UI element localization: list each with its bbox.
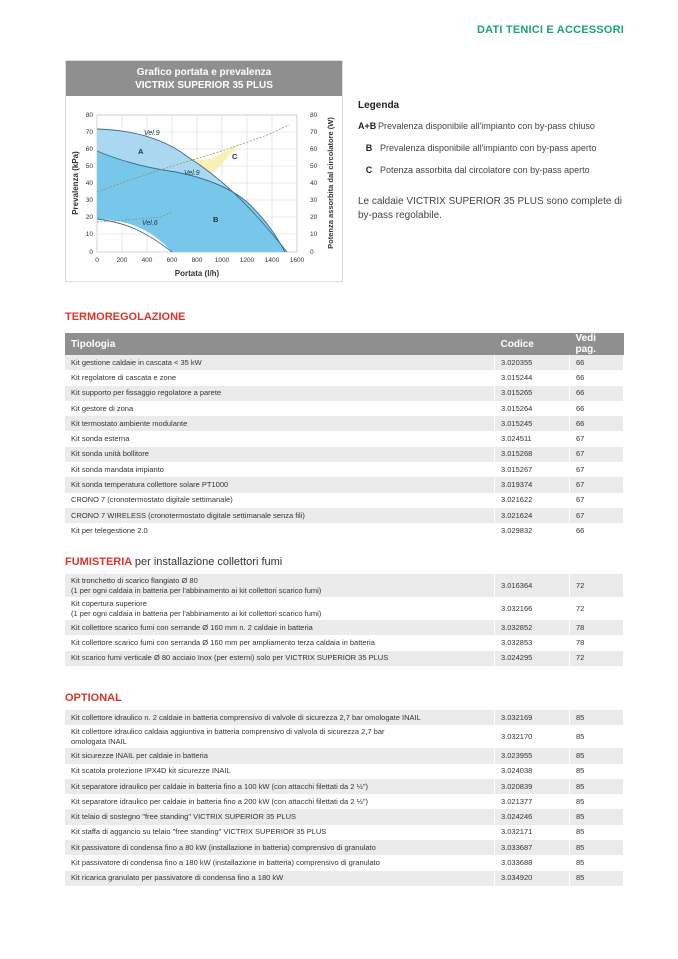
label-area-c: C bbox=[232, 152, 238, 161]
cell-tipologia: Kit sonda unità bollitore bbox=[65, 447, 495, 462]
svg-text:400: 400 bbox=[141, 257, 153, 264]
cell-codice: 3.032169 bbox=[495, 710, 570, 725]
svg-text:80: 80 bbox=[85, 112, 93, 119]
chart-title-line1: Grafico portata e prevalenza bbox=[136, 67, 272, 78]
legend-title: Legenda bbox=[358, 100, 400, 111]
svg-text:60: 60 bbox=[85, 146, 93, 153]
table-row bbox=[65, 416, 624, 431]
cell-tipologia: Kit collettore idraulico n. 2 caldaie in batteria comprensivo di valvole di sicurezza 2,7 bar omologate INAIL bbox=[65, 710, 495, 725]
legend-key: A+B bbox=[358, 121, 377, 131]
cell-tipologia: Kit telaio di sostegno "free standing" VICTRIX SUPERIOR 35 PLUS bbox=[65, 809, 495, 824]
cell-tipologia: Kit copertura superiore (1 per ogni caldaia in batteria per l'abbinamento ai kit collettori scarico fumi) bbox=[65, 597, 495, 620]
table-row bbox=[65, 401, 624, 416]
svg-text:800: 800 bbox=[191, 257, 203, 264]
cell-tipologia: Kit staffa di aggancio su telaio "free standing" VICTRIX SUPERIOR 35 PLUS bbox=[65, 825, 495, 840]
table-row bbox=[65, 748, 624, 763]
legend-item-b bbox=[358, 143, 638, 153]
page-section-header: DATI TENICI E ACCESSORI bbox=[477, 24, 624, 36]
table-row bbox=[65, 597, 624, 620]
legend-item-ab bbox=[358, 121, 638, 131]
svg-text:600: 600 bbox=[166, 257, 178, 264]
cell-tipologia: Kit sicurezze INAIL per caldaie in batteria bbox=[65, 748, 495, 763]
table-row bbox=[65, 651, 624, 666]
cell-tipologia: Kit gestore di zona bbox=[65, 401, 495, 416]
cell-tipologia: Kit sonda esterna bbox=[65, 431, 495, 446]
cell-codice: 3.015244 bbox=[495, 370, 570, 385]
cell-tipologia: Kit ricarica granulato per passivatore di condensa fino a 180 kW bbox=[65, 871, 495, 886]
table-row bbox=[65, 447, 624, 462]
cell-pagina: 67 bbox=[570, 462, 624, 477]
label-area-b: B bbox=[213, 215, 219, 224]
cell-codice: 3.015264 bbox=[495, 401, 570, 416]
termoregolazione-table bbox=[65, 333, 624, 539]
cell-codice: 3.024511 bbox=[495, 431, 570, 446]
cell-tipologia: Kit termostato ambiente modulante bbox=[65, 416, 495, 431]
svg-text:0: 0 bbox=[95, 257, 99, 264]
cell-codice: 3.020839 bbox=[495, 779, 570, 794]
cell-pagina: 66 bbox=[570, 355, 624, 370]
y-axis-right-label: Potenza assorbita dal circolatore (W) bbox=[326, 117, 335, 249]
label-vel9-mid: Vel.9 bbox=[184, 170, 200, 177]
table-row bbox=[65, 462, 624, 477]
cell-codice: 3.020355 bbox=[495, 355, 570, 370]
label-vel9-top: Vel.9 bbox=[144, 130, 160, 137]
cell-codice: 3.032853 bbox=[495, 635, 570, 650]
section-title-termoregolazione: TERMOREGOLAZIONE bbox=[65, 311, 186, 323]
cell-tipologia: Kit scarico fumi verticale Ø 80 acciaio Inox (per esterni) solo per VICTRIX SUPERIOR 35 PLUS bbox=[65, 651, 495, 666]
cell-pagina: 67 bbox=[570, 447, 624, 462]
cell-codice: 3.021624 bbox=[495, 508, 570, 523]
table-row bbox=[65, 840, 624, 855]
table-row bbox=[65, 386, 624, 401]
svg-text:80: 80 bbox=[310, 112, 318, 119]
table-row bbox=[65, 779, 624, 794]
cell-pagina: 78 bbox=[570, 635, 624, 650]
svg-text:30: 30 bbox=[310, 197, 318, 204]
cell-pagina: 66 bbox=[570, 401, 624, 416]
cell-tipologia: CRONO 7 WIRELESS (cronotermostato digitale settimanale senza fili) bbox=[65, 508, 495, 523]
cell-pagina: 85 bbox=[570, 764, 624, 779]
legend-text: Prevalenza disponibile all'impianto con by-pass chiuso bbox=[378, 121, 595, 131]
chart-title bbox=[66, 61, 342, 96]
cell-pagina: 66 bbox=[570, 370, 624, 385]
cell-tipologia: CRONO 7 (cronotermostato digitale settimanale) bbox=[65, 493, 495, 508]
table-row bbox=[65, 431, 624, 446]
legend-text: Potenza assorbita dal circolatore con by-pass aperto bbox=[380, 165, 590, 175]
cell-tipologia: Kit tronchetto di scarico flangiato Ø 80 (1 per ogni caldaia in batteria per l'abbinamento ai kit collettori scarico fumi) bbox=[65, 574, 495, 597]
table-row bbox=[65, 809, 624, 824]
legend-item-c bbox=[358, 165, 638, 175]
cell-codice: 3.021377 bbox=[495, 794, 570, 809]
svg-text:40: 40 bbox=[85, 180, 93, 187]
cell-codice: 3.029832 bbox=[495, 523, 570, 538]
cell-codice: 3.024246 bbox=[495, 809, 570, 824]
table-row bbox=[65, 635, 624, 650]
cell-codice: 3.032166 bbox=[495, 597, 570, 620]
table-row bbox=[65, 794, 624, 809]
cell-pagina: 67 bbox=[570, 477, 624, 492]
svg-text:20: 20 bbox=[310, 214, 318, 221]
table-row bbox=[65, 370, 624, 385]
table-row bbox=[65, 871, 624, 886]
flow-pressure-chart bbox=[65, 60, 343, 282]
svg-text:60: 60 bbox=[310, 146, 318, 153]
cell-pagina: 72 bbox=[570, 651, 624, 666]
cell-tipologia: Kit passivatore di condensa fino a 80 kW (installazione in batteria) comprensivo di granulato bbox=[65, 840, 495, 855]
cell-pagina: 85 bbox=[570, 855, 624, 870]
cell-tipologia: Kit gestione caldaie in cascata < 35 kW bbox=[65, 355, 495, 370]
chart-legend bbox=[358, 100, 638, 223]
cell-codice: 3.015267 bbox=[495, 462, 570, 477]
legend-key: C bbox=[365, 165, 373, 175]
cell-codice: 3.019374 bbox=[495, 477, 570, 492]
cell-tipologia: Kit scatola protezione IPX4D kit sicurezze INAIL bbox=[65, 764, 495, 779]
svg-text:40: 40 bbox=[310, 180, 318, 187]
cell-tipologia: Kit sonda mandata impianto bbox=[65, 462, 495, 477]
chart-title-line2: VICTRIX SUPERIOR 35 PLUS bbox=[135, 80, 273, 91]
table-row bbox=[65, 825, 624, 840]
svg-text:200: 200 bbox=[116, 257, 128, 264]
cell-codice: 3.032171 bbox=[495, 825, 570, 840]
cell-pagina: 67 bbox=[570, 493, 624, 508]
cell-pagina: 85 bbox=[570, 748, 624, 763]
section-title-optional: OPTIONAL bbox=[65, 692, 122, 704]
cell-pagina: 66 bbox=[570, 386, 624, 401]
svg-text:1200: 1200 bbox=[239, 257, 255, 264]
cell-tipologia: Kit collettore scarico fumi con serrande Ø 160 mm n. 2 caldaie in batteria bbox=[65, 620, 495, 635]
table-row bbox=[65, 725, 624, 748]
svg-text:10: 10 bbox=[310, 231, 318, 238]
svg-text:1000: 1000 bbox=[214, 257, 230, 264]
x-axis-label: Portata (l/h) bbox=[174, 269, 220, 278]
chart-plot bbox=[66, 95, 344, 283]
svg-text:70: 70 bbox=[85, 129, 93, 136]
svg-text:1600: 1600 bbox=[289, 257, 305, 264]
cell-codice: 3.034920 bbox=[495, 871, 570, 886]
cell-codice: 3.015265 bbox=[495, 386, 570, 401]
cell-codice: 3.033688 bbox=[495, 855, 570, 870]
col-header-tipologia: Tipologia bbox=[65, 333, 495, 355]
cell-codice: 3.032852 bbox=[495, 620, 570, 635]
cell-tipologia: Kit passivatore di condensa fino a 180 kW (installazione in batteria) comprensivo di granulato bbox=[65, 855, 495, 870]
cell-codice: 3.015245 bbox=[495, 416, 570, 431]
cell-codice: 3.024038 bbox=[495, 764, 570, 779]
cell-codice: 3.023955 bbox=[495, 748, 570, 763]
label-area-a: A bbox=[138, 147, 144, 156]
table-row bbox=[65, 493, 624, 508]
cell-codice: 3.015268 bbox=[495, 447, 570, 462]
cell-tipologia: Kit per telegestione 2.0 bbox=[65, 523, 495, 538]
fumisteria-title: FUMISTERIA bbox=[65, 556, 132, 568]
cell-pagina: 66 bbox=[570, 523, 624, 538]
cell-pagina: 85 bbox=[570, 871, 624, 886]
cell-tipologia: Kit collettore idraulico caldaia aggiuntiva in batteria comprensivo di valvola di sicurezza 2,7 bar omologata INAIL bbox=[65, 725, 495, 748]
table-row bbox=[65, 477, 624, 492]
cell-tipologia: Kit regolatore di cascata e zone bbox=[65, 370, 495, 385]
cell-pagina: 85 bbox=[570, 809, 624, 824]
svg-text:50: 50 bbox=[310, 163, 318, 170]
svg-text:0: 0 bbox=[89, 249, 93, 256]
fumisteria-subtitle: per installazione collettori fumi bbox=[134, 556, 283, 568]
cell-tipologia: Kit supporto per fissaggio regolatore a parete bbox=[65, 386, 495, 401]
cell-codice: 3.024295 bbox=[495, 651, 570, 666]
table-row bbox=[65, 523, 624, 538]
legend-key: B bbox=[365, 143, 373, 153]
cell-pagina: 85 bbox=[570, 794, 624, 809]
table-row bbox=[65, 620, 624, 635]
cell-codice: 3.016364 bbox=[495, 574, 570, 597]
svg-text:0: 0 bbox=[310, 249, 314, 256]
label-vel6: Vel.6 bbox=[142, 220, 158, 227]
cell-codice: 3.032170 bbox=[495, 725, 570, 748]
fumisteria-table bbox=[65, 574, 624, 666]
legend-text: Prevalenza disponibile all'impianto con by-pass aperto bbox=[380, 143, 597, 153]
cell-pagina: 67 bbox=[570, 431, 624, 446]
cell-pagina: 85 bbox=[570, 725, 624, 748]
y-axis-left-label: Prevalenza (kPa) bbox=[71, 151, 80, 215]
col-header-pagina: Vedi pag. bbox=[570, 333, 624, 355]
table-row bbox=[65, 508, 624, 523]
cell-tipologia: Kit sonda temperatura collettore solare PT1000 bbox=[65, 477, 495, 492]
cell-pagina: 67 bbox=[570, 508, 624, 523]
cell-pagina: 85 bbox=[570, 825, 624, 840]
svg-text:50: 50 bbox=[85, 163, 93, 170]
cell-pagina: 72 bbox=[570, 597, 624, 620]
cell-pagina: 66 bbox=[570, 416, 624, 431]
section-title-fumisteria bbox=[65, 556, 282, 568]
svg-text:30: 30 bbox=[85, 197, 93, 204]
cell-pagina: 85 bbox=[570, 779, 624, 794]
table-row bbox=[65, 764, 624, 779]
table-row bbox=[65, 710, 624, 725]
table-row bbox=[65, 355, 624, 370]
cell-codice: 3.021622 bbox=[495, 493, 570, 508]
cell-pagina: 78 bbox=[570, 620, 624, 635]
cell-codice: 3.033687 bbox=[495, 840, 570, 855]
cell-pagina: 85 bbox=[570, 840, 624, 855]
svg-text:10: 10 bbox=[85, 231, 93, 238]
cell-tipologia: Kit separatore idraulico per caldaie in batteria fino a 100 kW (con attacchi filettati da 2 ½") bbox=[65, 779, 495, 794]
svg-text:70: 70 bbox=[310, 129, 318, 136]
cell-pagina: 72 bbox=[570, 574, 624, 597]
cell-tipologia: Kit separatore idraulico per caldaie in batteria fino a 200 kW (con attacchi filettati da 2 ½") bbox=[65, 794, 495, 809]
optional-table bbox=[65, 710, 624, 886]
svg-text:1400: 1400 bbox=[264, 257, 280, 264]
svg-text:20: 20 bbox=[85, 214, 93, 221]
cell-tipologia: Kit collettore scarico fumi con serranda Ø 160 mm per ampliamento terza caldaia in batteria bbox=[65, 635, 495, 650]
table-row bbox=[65, 855, 624, 870]
col-header-codice: Codice bbox=[495, 333, 570, 355]
bypass-note: Le caldaie VICTRIX SUPERIOR 35 PLUS sono complete di by-pass regolabile. bbox=[358, 196, 623, 221]
table-row bbox=[65, 574, 624, 597]
cell-pagina: 85 bbox=[570, 710, 624, 725]
